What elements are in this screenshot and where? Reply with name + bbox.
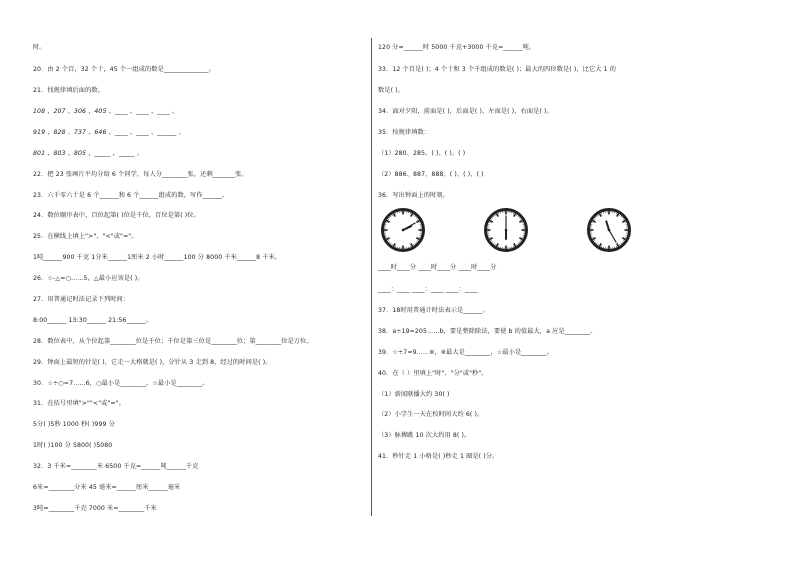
clock-2-minute-tick	[519, 242, 520, 243]
clock-3-minute-tick	[598, 215, 599, 216]
clock-1-hour-tick	[394, 214, 396, 217]
clock-2-hour-tick	[497, 214, 499, 217]
clock-3-minute-tick	[592, 237, 593, 238]
clock-1-hour-tick	[411, 243, 413, 246]
clock-2-minute-tick	[495, 215, 496, 216]
clock-3-minute-tick	[601, 246, 602, 247]
clock-2-minute-tick	[520, 219, 521, 220]
right-line-5: （1）280、285、( )、( )、( )	[378, 150, 466, 157]
clock-2-minute-tick	[493, 216, 494, 217]
clock-1-minute-tick	[389, 217, 390, 218]
clock-3-minute-tick	[625, 222, 626, 223]
clock-3-minute-tick	[616, 213, 617, 214]
clock-3-minute-tick	[596, 243, 597, 244]
left-line-17: 31．在括号里填">""<"或"="。	[33, 400, 125, 407]
clock-1-minute-tick	[386, 237, 387, 238]
clock-3-minute-tick	[596, 216, 597, 217]
clock-3-svg	[587, 208, 631, 252]
clock-1-minute-hand	[403, 223, 415, 230]
clock-1-minute-tick	[413, 215, 414, 216]
clock-2-minute-tick	[498, 213, 499, 214]
right-line-1: 33．12 个百是( )；4 个十和 3 个千组成的数是( )；最大的四位数是( )，比它大 1 的	[378, 66, 616, 73]
left-line-16: 30．☆÷○=7……6，○最小是________，☆最小是________。	[33, 380, 209, 387]
left-line-4: 919 、828 、737 、646 、____ 、____ 、______ 。	[33, 129, 185, 136]
clock-2-hour-tick	[514, 214, 516, 217]
left-line-10: 1吨______900 千克 1分米______1厘米 2 小时______100 分 8000 千米______8 千米。	[33, 254, 282, 261]
clock-1-hour-tick	[416, 221, 419, 223]
clock-1-hour-tick	[411, 214, 413, 217]
clock-1-minute-tick	[419, 237, 420, 238]
right-line-11: 38．a÷19=205……b，要是整除除法，要使 b 的值最大，a 应是________。	[378, 328, 597, 335]
right-line-2: 数是( )。	[378, 87, 404, 94]
column-divider	[371, 38, 372, 516]
right-line-13: 40．在（ ）里填上"时"、"分"或"秒"。	[378, 370, 488, 377]
clock-3-hour-tick	[593, 221, 596, 223]
clock-2-minute-tick	[516, 215, 517, 216]
left-line-14: 28．数位表中，从个位起第________位是千位；千位是第三位是________位；第________位是万位。	[33, 338, 313, 345]
right-line-7: 36．写出钟面上的时刻。	[378, 192, 449, 199]
clock-2-minute-tick	[522, 237, 523, 238]
clock-1-minute-tick	[388, 240, 389, 241]
left-line-8: 24．数位顺序表中，百位起第( )位是千位，百位是第( )位。	[33, 212, 200, 219]
clock-3-minute-tick	[595, 242, 596, 243]
clock-2-minute-tick	[513, 246, 514, 247]
clock-3-minute-tick	[594, 240, 595, 241]
clock-3-hour-tick	[593, 238, 596, 240]
clock-3-minute-tick	[616, 246, 617, 247]
right-line-4: 35．按规律填数：	[378, 129, 431, 136]
clock-3-hour-tick	[600, 214, 602, 217]
clock-1-hour-tick	[387, 238, 390, 240]
left-line-20: 32．3 千米=________米 6500 千克=______吨______千克	[33, 463, 199, 470]
clock-2-face	[484, 208, 528, 252]
right-line-3: 34．面对夕阳，前面是( )，后面是( )，左面是( )，右面是( )。	[378, 108, 553, 115]
clock-3-minute-tick	[598, 244, 599, 245]
left-line-15: 29．钟面上最短的针是( )，它走一大格就是( )，分针从 3 走到 8，经过的时间是( )。	[33, 359, 272, 366]
left-line-13: 8:00______ 13:30______ 21:56______。	[33, 317, 152, 324]
clock-1-minute-tick	[416, 242, 417, 243]
clock-2-hour-tick	[497, 243, 499, 246]
clock-3-minute-tick	[619, 215, 620, 216]
clock-2-hour-tick	[490, 221, 493, 223]
clock-2-minute-tick	[495, 244, 496, 245]
left-line-21: 6米=________分米 45 毫米=______厘米______毫米	[33, 484, 181, 491]
clock-1-hour-tick	[394, 243, 396, 246]
clock-3-minute-tick	[625, 237, 626, 238]
clock-2-hour-tick	[519, 238, 522, 240]
clock-1-minute-tick	[386, 222, 387, 223]
clock-2-minute-tick	[519, 217, 520, 218]
right-line-6: （2）886、887、888、( )、( )、( )	[378, 171, 484, 178]
clock-2-minute-tick	[492, 217, 493, 218]
clock-2-minute-tick	[493, 243, 494, 244]
clock-1-minute-tick	[419, 222, 420, 223]
clock-2-hour-tick	[490, 238, 493, 240]
clock-1-minute-tick	[395, 213, 396, 214]
left-line-9: 25．在横线上填上">"、"<"或"="。	[33, 233, 138, 240]
clock-1-minute-tick	[390, 243, 391, 244]
clock-2-minute-tick	[518, 243, 519, 244]
left-line-1: 20．由 2 个百，32 个十，45 个一组成的数是______________。	[33, 66, 215, 73]
left-line-2: 21．找规律填后面的数。	[33, 87, 104, 94]
clock-2-minute-tick	[492, 242, 493, 243]
clock-1-minute-tick	[417, 240, 418, 241]
right-line-0: 120 分=______时 5000 千克+3000 千克=______吨。	[378, 44, 536, 51]
clock-1-minute-tick	[390, 216, 391, 217]
clock-3-minute-tick	[622, 242, 623, 243]
right-line-17: 41．秒针走 1 小格是( )秒走 1 圈是( )分。	[378, 453, 499, 460]
clock-1-minute-tick	[415, 243, 416, 244]
left-line-5: 801 、803 、805 、_____ 、_____ 。	[33, 150, 144, 157]
clock-3-hour-tick	[617, 243, 619, 246]
right-line-9: ____：____ ____：____ ____：____	[378, 286, 478, 293]
clock-3-hour-tick	[600, 243, 602, 246]
clock-3-minute-tick	[622, 217, 623, 218]
clock-1-minute-tick	[415, 216, 416, 217]
clock-1-minute-tick	[416, 217, 417, 218]
clock-3-minute-tick	[623, 240, 624, 241]
clock-3-hour-tick	[622, 221, 625, 223]
clock-3-minute-tick	[592, 222, 593, 223]
left-line-0: 时。	[33, 44, 46, 51]
left-line-11: 26．☆-△=○……5，△最小应该是( )。	[33, 275, 144, 282]
clock-2-minute-tick	[489, 222, 490, 223]
right-line-8: ____时____分 ____时____分 ____时____分	[378, 264, 497, 271]
clock-3-minute-tick	[619, 244, 620, 245]
clock-3-minute-tick	[621, 216, 622, 217]
clock-2-minute-tick	[516, 244, 517, 245]
left-line-6: 22．把 23 张画片平均分给 6 个同学，每人分________张，还剩_______张。	[33, 171, 248, 178]
left-line-18: 5分( )5秒 1000 秒( )999 分	[33, 421, 115, 428]
clock-1-minute-tick	[392, 215, 393, 216]
clock-3-minute-tick	[601, 213, 602, 214]
clock-1-minute-tick	[392, 244, 393, 245]
clock-1-hour-tick	[416, 238, 419, 240]
clock-3-minute-tick	[595, 217, 596, 218]
clock-1-minute-tick	[389, 242, 390, 243]
clock-2-minute-tick	[522, 222, 523, 223]
left-line-7: 23．六千零六十是 6 个______和 6 个______组成的数，写作______。	[33, 192, 229, 199]
clock-3-hour-tick	[622, 238, 625, 240]
clock-1-face	[381, 208, 425, 252]
clock-2-hour-tick	[514, 243, 516, 246]
clock-1-hour-tick	[387, 221, 390, 223]
clock-3-hour-hand	[606, 221, 609, 230]
left-line-3: 108 、207 、306 、405 、____ 、____ 、____ 。	[33, 108, 179, 115]
clock-3-minute-tick	[623, 219, 624, 220]
clock-1-minute-tick	[388, 219, 389, 220]
right-line-14: （1）新闻联播大约 30( )	[378, 391, 450, 398]
left-line-22: 3吨=________千克 7000 米=________千米	[33, 505, 157, 512]
clock-2-minute-tick	[491, 219, 492, 220]
clock-1-minute-tick	[395, 246, 396, 247]
clock-2-minute-tick	[520, 240, 521, 241]
clock-2-hour-tick	[519, 221, 522, 223]
clock-1-svg	[381, 208, 425, 252]
right-line-12: 39．☆÷7=9……※，※最大是________，☆最小是________。	[378, 349, 554, 356]
clock-3-face	[587, 208, 631, 252]
clock-1-minute-tick	[417, 219, 418, 220]
clock-1-minute-tick	[413, 244, 414, 245]
right-line-15: （2）小学生一天在校时间大约 6( )。	[378, 411, 484, 418]
clock-2-minute-tick	[513, 213, 514, 214]
clock-3-minute-tick	[621, 243, 622, 244]
clock-3-minute-hand	[609, 230, 616, 242]
clock-2-minute-tick	[489, 237, 490, 238]
clock-3-hour-tick	[617, 214, 619, 217]
left-line-12: 27．用普通记时法记录下列时间：	[33, 296, 130, 303]
right-line-10: 37．18时用普通计时法表示是______。	[378, 307, 489, 314]
right-line-16: （3）脉搏跳 10 次大约用 8( )。	[378, 432, 471, 439]
clock-1-minute-tick	[410, 213, 411, 214]
clock-2-minute-tick	[518, 216, 519, 217]
clock-2-minute-tick	[498, 246, 499, 247]
clock-1-minute-tick	[410, 246, 411, 247]
clock-2-svg	[484, 208, 528, 252]
clock-2-minute-tick	[491, 240, 492, 241]
clock-3-minute-tick	[594, 219, 595, 220]
left-line-19: 1时( )100 分 5800( )5080	[33, 442, 113, 449]
